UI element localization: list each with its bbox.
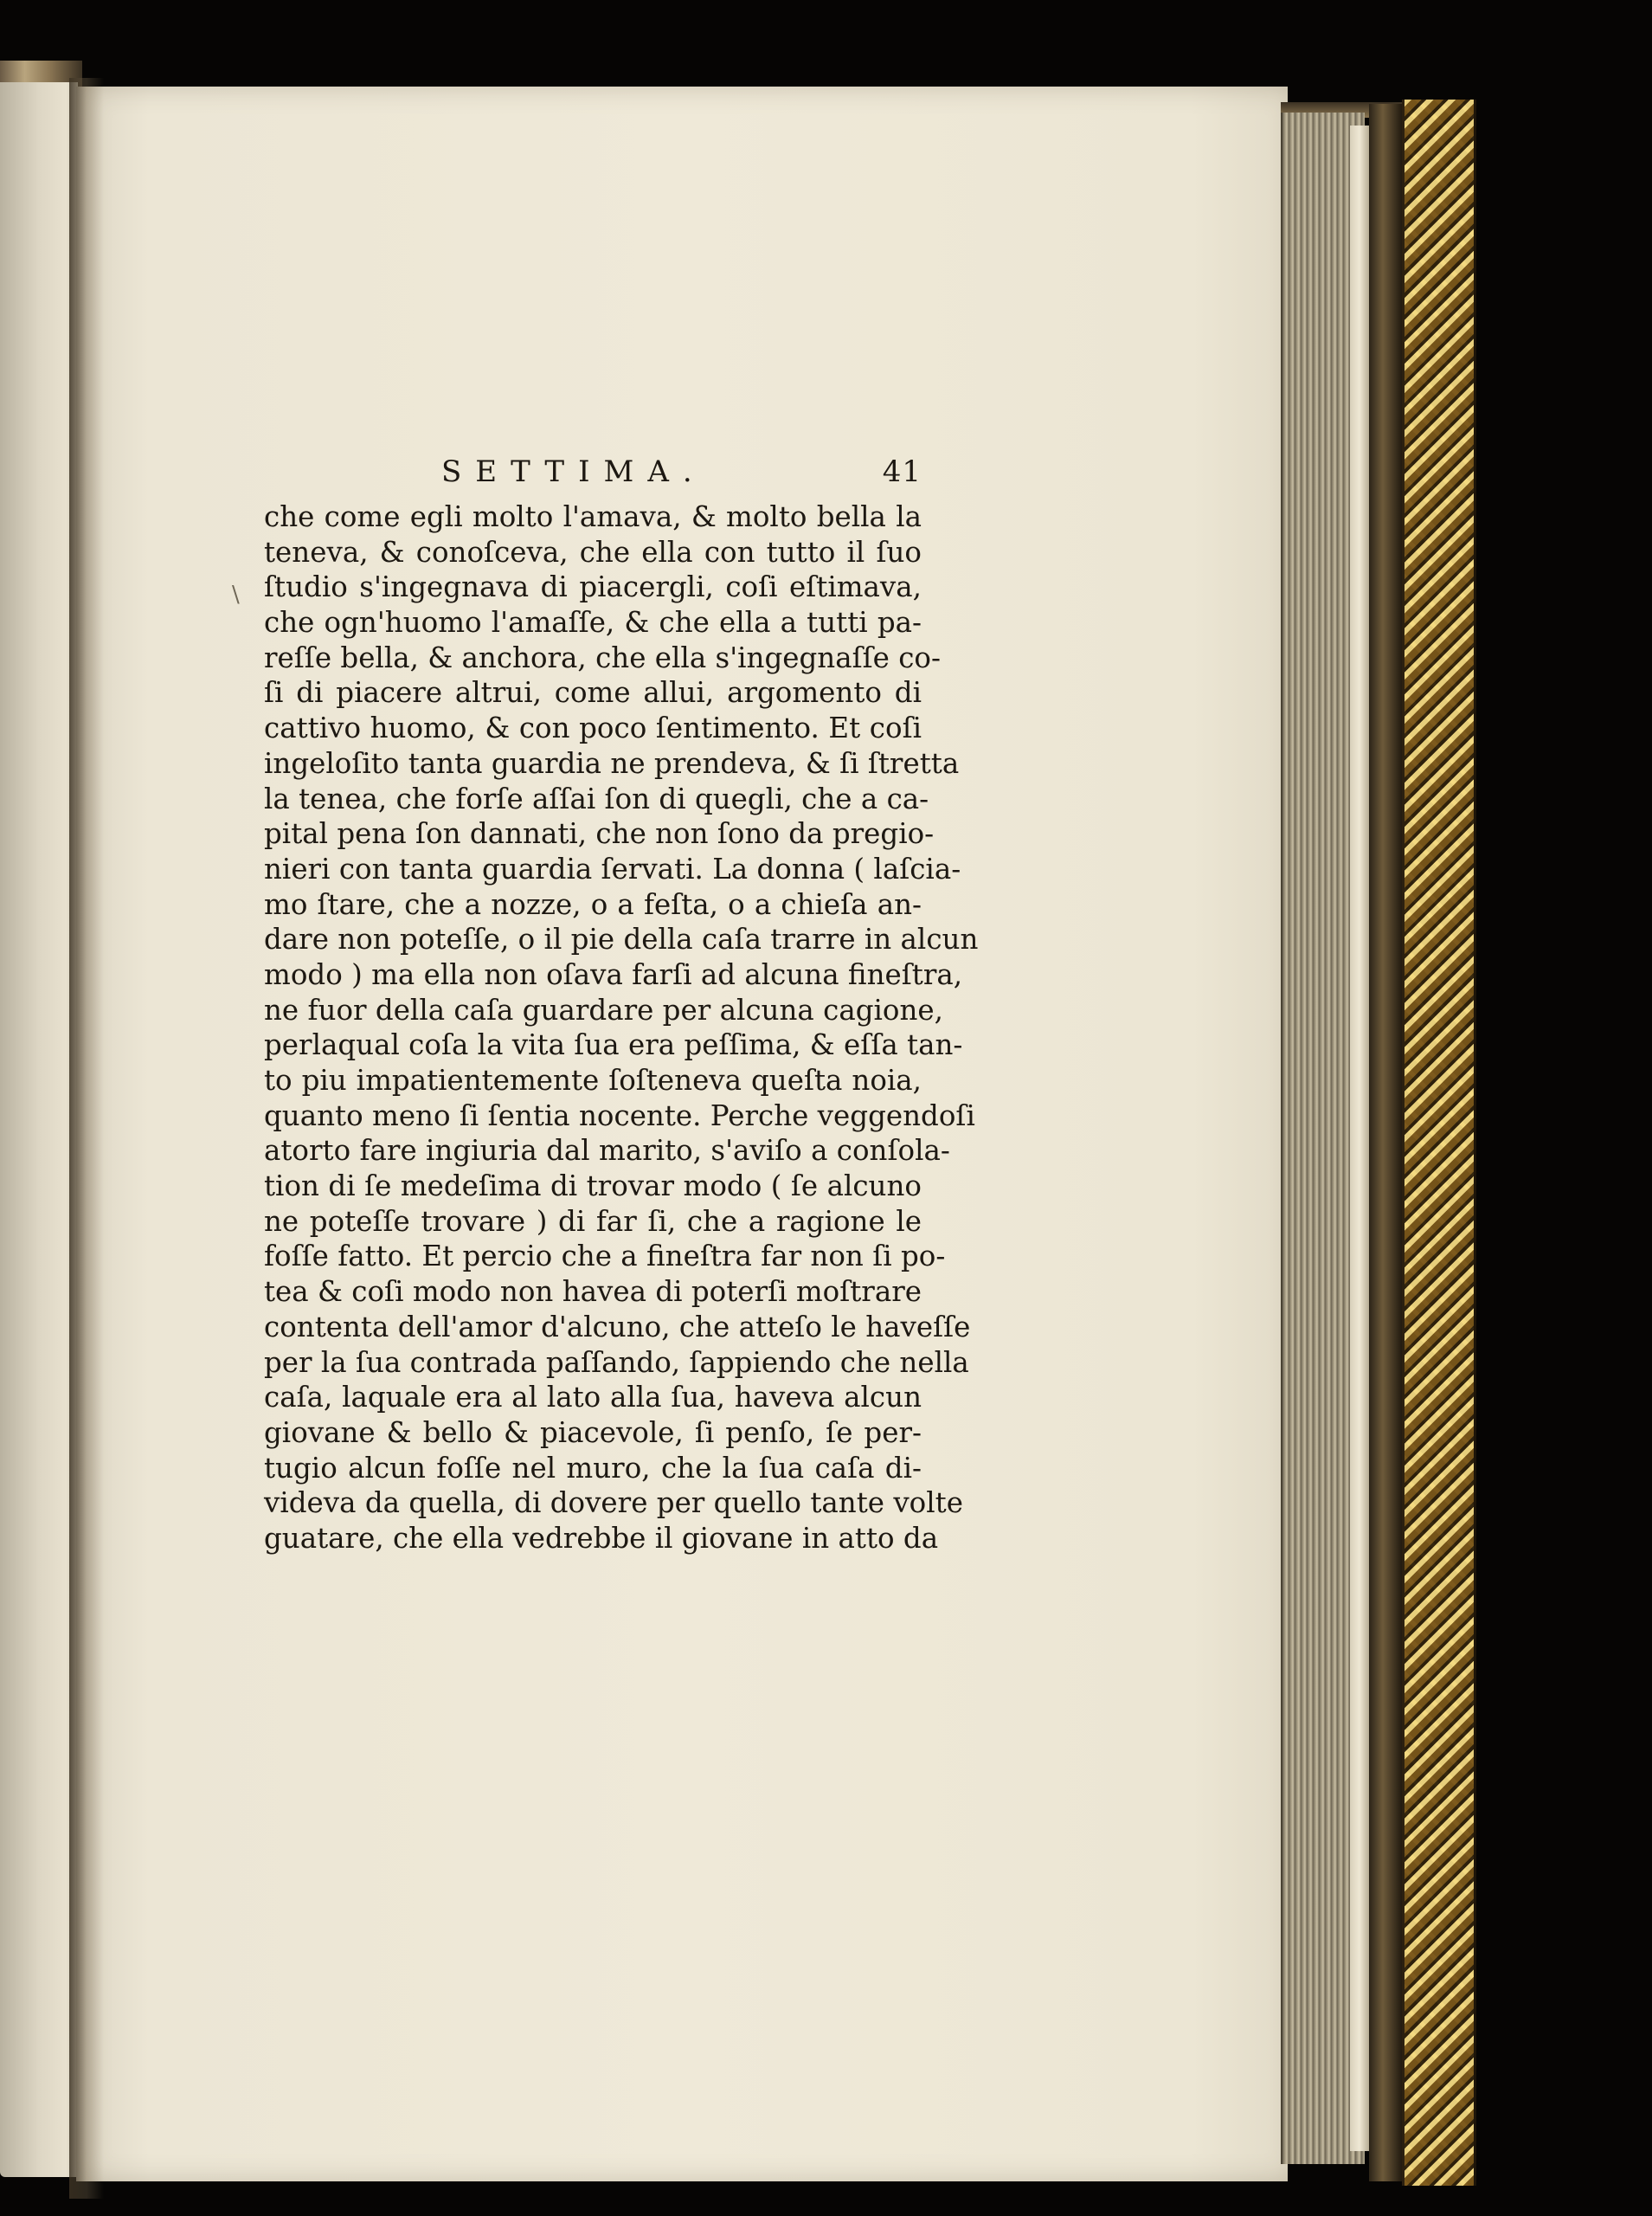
- running-head: [264, 454, 922, 499]
- text-block: [264, 454, 979, 1556]
- text-line: guatare, che ella vedrebbe il giovane in atto da: [264, 1521, 939, 1555]
- text-line: giovane & bello & piacevole, ſi penſo, ſe per-: [264, 1415, 922, 1449]
- text-line: ſtudio s'ingegnava di piacergli, coſi eſtimava,: [264, 570, 922, 604]
- text-line: che come egli molto l'amava, & molto bella la: [264, 500, 922, 533]
- text-line: la tenea, che forſe aſſai ſon di quegli, che a ca-: [264, 782, 929, 815]
- page-number: 41: [882, 454, 922, 489]
- endpaper-sheet: [1350, 126, 1369, 2151]
- gutter-shadow: [69, 78, 104, 2199]
- text-line: ſi di piacere altrui, come allui, argomento di: [264, 676, 922, 710]
- body-text: [264, 499, 979, 1556]
- text-line: mo ſtare, che a nozze, o a feſta, o a chieſa an-: [264, 887, 922, 921]
- left-facing-page: [0, 82, 78, 2177]
- text-line: dare non poteſſe, o il pie della caſa trarre in alcun: [264, 923, 979, 957]
- text-line: reſſe bella, & anchora, che ella s'ingegnaſſe co-: [264, 641, 941, 674]
- text-line: modo ) ma ella non oſava farſi ad alcuna fineſtra,: [264, 957, 963, 991]
- text-line: ingeloſito tanta guardia ne prendeva, & ſi ſtretta: [264, 746, 960, 780]
- text-line: pital pena ſon dannati, che non ſono da pregio-: [264, 817, 935, 851]
- text-line: per la ſua contrada paſſando, ſappiendo che nella: [264, 1345, 969, 1379]
- text-line: cattivo huomo, & con poco ſentimento. Et coſi: [264, 712, 922, 745]
- text-line: tea & coſi modo non havea di poterſi moſtrare: [264, 1275, 922, 1309]
- text-line: tion di ſe medeſima di trovar modo ( ſe alcuno: [264, 1169, 922, 1203]
- text-line: perlaqual coſa la vita ſua era peſſima, & eſſa tan-: [264, 1028, 963, 1062]
- gilt-spine: [1402, 100, 1476, 2186]
- text-line: ne poteſſe trovare ) di far ſi, che a ragione le: [264, 1204, 922, 1238]
- text-line: foſſe fatto. Et percio che a fineſtra far non ſi po-: [264, 1240, 946, 1273]
- text-line: teneva, & conoſceva, che ella con tutto il ſuo: [264, 535, 922, 569]
- text-line: che ogn'huomo l'amaſſe, & che ella a tutti pa-: [264, 606, 922, 640]
- text-line: to piu impatientemente ſoſteneva queſta noia,: [264, 1064, 922, 1097]
- spine-gap: [1369, 104, 1404, 2181]
- margin-mark: \: [232, 582, 240, 608]
- text-line: nieri con tanta guardia ſervati. La donna ( laſcia-: [264, 852, 961, 886]
- text-line: ne fuor della caſa guardare per alcuna cagione,: [264, 993, 943, 1027]
- text-line: caſa, laquale era al lato alla ſua, haveva alcun: [264, 1381, 922, 1414]
- running-head-title: SETTIMA.: [441, 454, 706, 489]
- text-line: videva da quella, di dovere per quello tante volte: [264, 1486, 963, 1520]
- text-line: contenta dell'amor d'alcuno, che atteſo le haveſſe: [264, 1310, 971, 1343]
- text-line: atorto fare ingiuria dal marito, s'aviſo a conſola-: [264, 1134, 950, 1168]
- text-line: tugio alcun foſſe nel muro, che la ſua caſa di-: [264, 1451, 922, 1485]
- text-line: quanto meno ſi ſentia nocente. Perche veggendoſi: [264, 1098, 975, 1132]
